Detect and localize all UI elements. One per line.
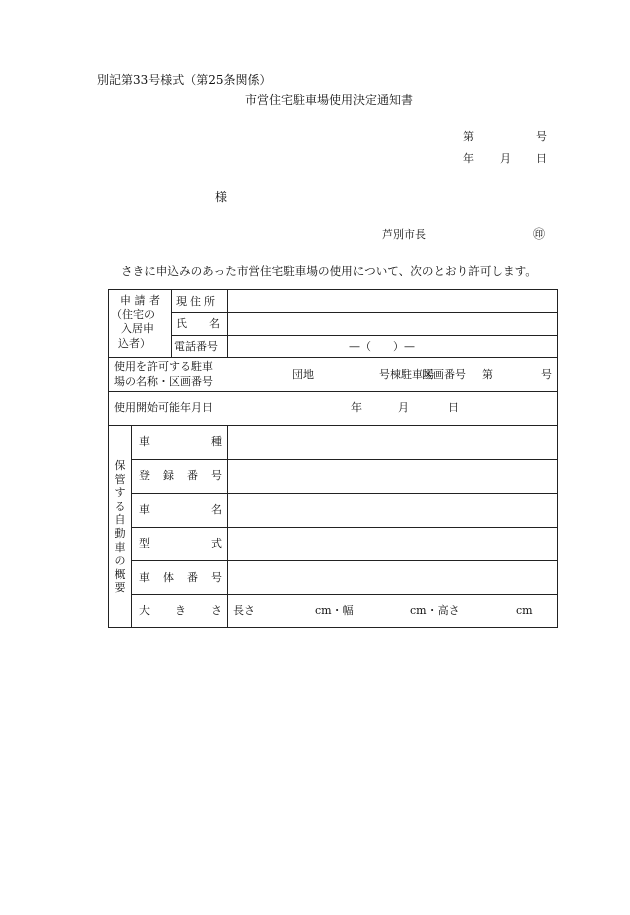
address-field[interactable] xyxy=(228,291,556,311)
applicant-group-label-2: （住宅の xyxy=(111,308,155,321)
name-field[interactable] xyxy=(228,313,556,334)
parking-building-label: 号棟駐車場 xyxy=(379,368,434,381)
size-cm-unit: cm xyxy=(516,604,533,617)
seal-mark: ㊞ xyxy=(533,227,546,241)
body-text: さきに申込みのあった市営住宅駐車場の使用について、次のとおり許可します。 xyxy=(121,264,537,278)
body-no-label: 車 体 番 号 xyxy=(139,571,222,584)
parking-danchi-label: 団地 xyxy=(292,368,314,381)
start-date-year: 年 xyxy=(351,401,362,414)
date-year-label: 年 xyxy=(463,152,474,165)
form-reference: 別記第33号様式（第25条関係） xyxy=(97,73,272,87)
model-field[interactable] xyxy=(228,528,556,559)
parking-go-label: 号 xyxy=(541,368,552,381)
parking-label-line-1: 使用を許可する駐車 xyxy=(114,360,213,373)
document-number-prefix: 第 xyxy=(463,130,474,143)
date-day-label: 日 xyxy=(536,152,547,165)
applicant-group-label-3: 入居申 xyxy=(121,322,154,335)
permit-form-table xyxy=(108,289,558,628)
address-label: 現住所 xyxy=(176,295,218,308)
name-label: 氏名 xyxy=(176,317,242,330)
registration-no-field[interactable] xyxy=(228,460,556,492)
parking-section-label: 区画番号 xyxy=(422,368,466,381)
registration-no-label: 登 録 番 号 xyxy=(139,469,222,482)
phone-field[interactable]: —（ ）— xyxy=(349,340,415,353)
date-month-label: 月 xyxy=(500,152,511,165)
size-label: 大 き さ xyxy=(139,604,222,617)
vehicle-group-label: 保 管 す る 自 動 車 の 概 要 xyxy=(114,459,126,595)
car-type-field[interactable] xyxy=(228,426,556,458)
start-date-day: 日 xyxy=(448,401,459,414)
car-name-label: 車 名 xyxy=(139,503,222,516)
size-length-label: 長さ xyxy=(233,604,255,617)
document-title: 市営住宅駐車場使用決定通知書 xyxy=(245,93,414,107)
size-height-label: cm・高さ xyxy=(410,604,460,617)
start-date-month: 月 xyxy=(398,401,409,414)
parking-label-line-2: 場の名称・区画番号 xyxy=(114,375,213,388)
body-no-field[interactable] xyxy=(228,561,556,593)
parking-dai-label: 第 xyxy=(482,368,493,381)
phone-label: 電話番号 xyxy=(174,340,218,353)
addressee-suffix: 様 xyxy=(215,190,228,204)
model-label: 型 式 xyxy=(139,537,222,550)
issuer-name: 芦別市長 xyxy=(382,228,426,241)
applicant-group-label-4: 込者） xyxy=(118,337,151,350)
car-name-field[interactable] xyxy=(228,494,556,526)
car-type-label: 車 種 xyxy=(139,435,222,448)
start-date-label: 使用開始可能年月日 xyxy=(114,401,213,414)
applicant-group-label-1: 申 請 者 xyxy=(120,294,160,307)
size-width-label: cm・幅 xyxy=(315,604,354,617)
document-number-suffix: 号 xyxy=(536,130,547,143)
